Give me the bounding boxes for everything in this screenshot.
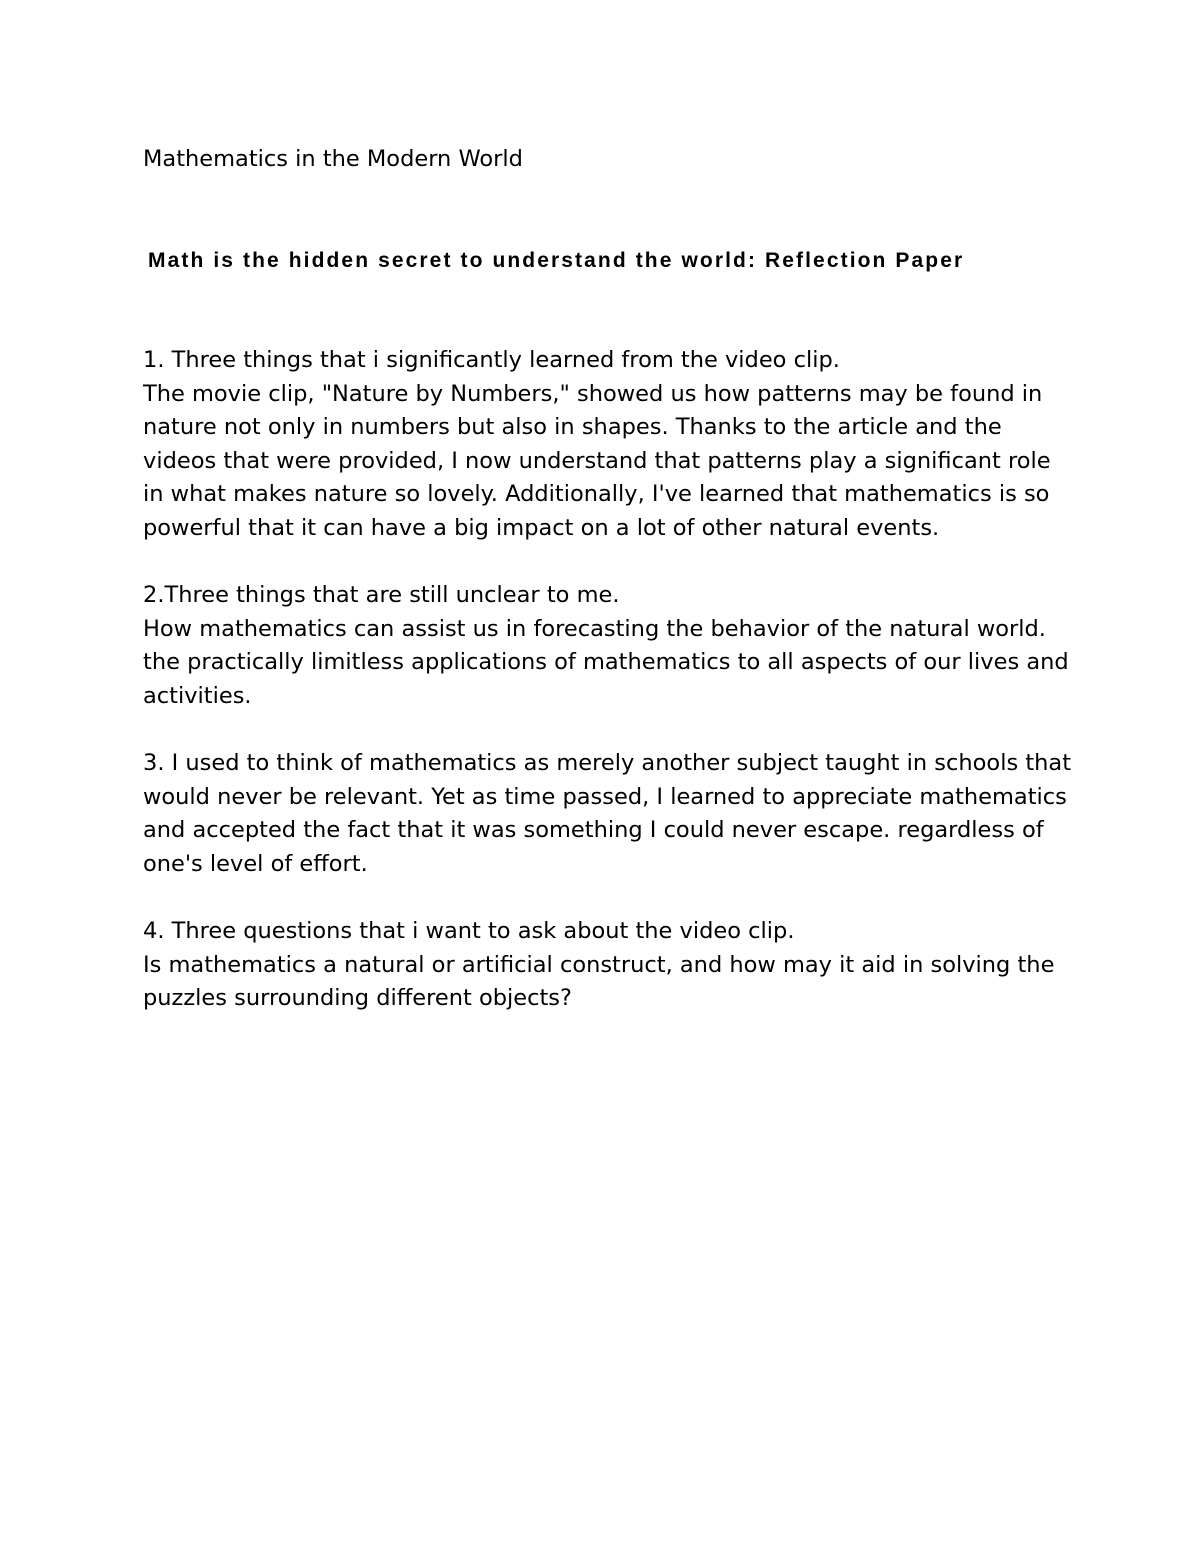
section-1 [143, 344, 1103, 546]
paper-body [143, 344, 1103, 1049]
body-line: Is mathematics a natural or artificial construct, and how may it aid in solving the [143, 951, 1055, 978]
body-line: in what makes nature so lovely. Additionally, I've learned that mathematics is so [143, 481, 1050, 508]
paper-title: Math is the hidden secret to understand the world: Reflection Paper [148, 249, 965, 272]
section-4-heading: 4. Three questions that i want to ask about the video clip. [143, 918, 795, 945]
body-line: videos that were provided, I now understand that patterns play a significant role [143, 447, 1051, 474]
section-2 [143, 579, 1103, 713]
section-2-heading: 2.Three things that are still unclear to me. [143, 582, 620, 609]
section-3 [143, 747, 1103, 881]
body-line: powerful that it can have a big impact on a lot of other natural events. [143, 514, 940, 541]
section-1-heading: 1. Three things that i significantly learned from the video clip. [143, 347, 840, 373]
body-line: How mathematics can assist us in forecasting the behavior of the natural world. [143, 615, 1046, 642]
body-line: and accepted the fact that it was something I could never escape. regardless of [143, 817, 1044, 844]
course-subject: Mathematics in the Modern World [143, 146, 523, 172]
section-4 [143, 915, 1103, 1016]
body-line: would never be relevant. Yet as time passed, I learned to appreciate mathematics [143, 783, 1067, 810]
body-line: puzzles surrounding different objects? [143, 985, 572, 1012]
body-line: the practically limitless applications of mathematics to all aspects of our lives and [143, 649, 1069, 676]
body-line: nature not only in numbers but also in shapes. Thanks to the article and the [143, 414, 1002, 441]
body-line: activities. [143, 682, 252, 709]
body-line: The movie clip, "Nature by Numbers," showed us how patterns may be found in [143, 380, 1043, 407]
section-3-heading: 3. I used to think of mathematics as merely another subject taught in schools that [143, 750, 1072, 777]
body-line: one's level of effort. [143, 850, 368, 877]
